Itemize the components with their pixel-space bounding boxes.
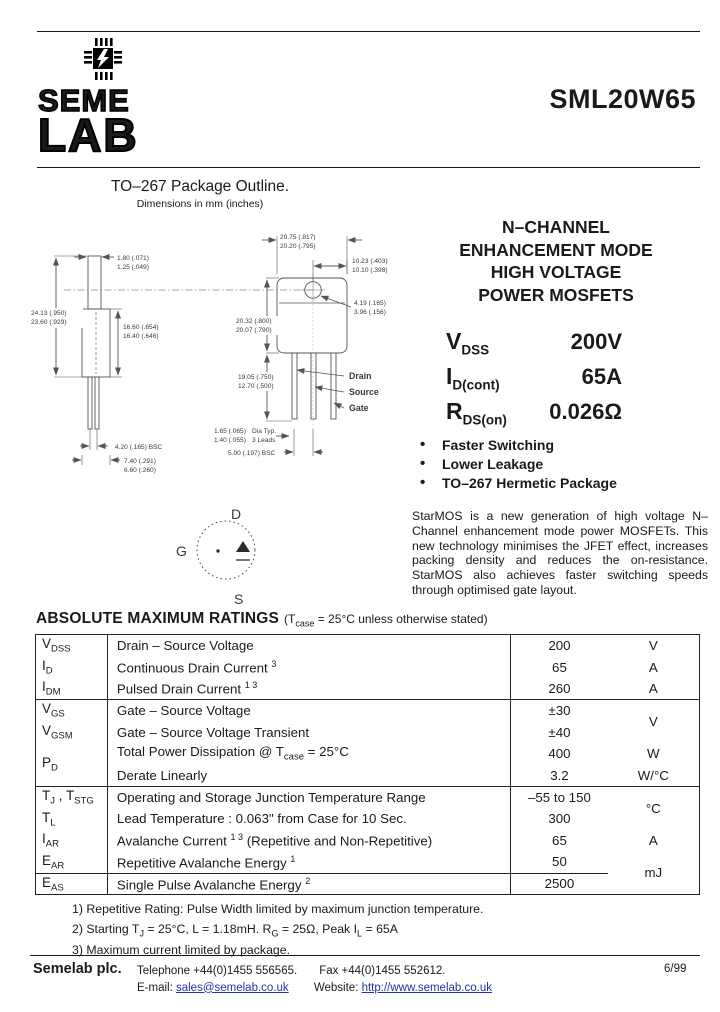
key-specs [446, 328, 622, 433]
parameter-cell: Gate – Source Voltage Transient [107, 721, 510, 743]
ratings-table [35, 634, 700, 895]
ratings-condition: ($T_{case} = 25^\circ C$ unless otherwise stated) [284, 612, 488, 629]
unit-cell: A [648, 659, 658, 675]
unit-cell: mJ [644, 865, 663, 881]
pin-diagram-source-label: S [234, 591, 244, 607]
pin-label-drain: Drain [349, 371, 372, 381]
symbol-cell: $I_{AR}$ [36, 830, 108, 852]
parameter-cell: Operating and Storage Junction Temperature Range [107, 786, 510, 808]
pin-diagram-drain-label: D [231, 506, 242, 522]
unit-cell: A [648, 833, 658, 849]
dim-lead-dia-l1: 1.65 (.065) [214, 428, 246, 435]
parameter-cell: Pulsed Drain Current $^{1 3}$ [107, 678, 510, 700]
parameter-cell: Continuous Drain Current $^3$ [107, 656, 510, 678]
bullet-icon: • [420, 474, 426, 491]
package-outline-subtitle: Dimensions in mm (inches) [136, 198, 264, 210]
footnote-3: 3) Maximum current limited by package. [72, 943, 291, 958]
table-row [36, 873, 700, 895]
footer-email-link[interactable]: sales@semelab.co.uk [175, 981, 289, 994]
parameter-cell: Avalanche Current $^{1 3}$ (Repetitive and Non-Repetitive) [107, 830, 510, 852]
dim-height-l1: 24.13 (.950) [31, 310, 67, 317]
unit-cell: W/°C [608, 765, 700, 787]
dim-pitch: 5.00 (.197) BSC [228, 450, 276, 457]
dim-hole-offset-l2: 10.10 (.398) [352, 267, 388, 274]
dim-tab-l2: 1.25 (.049) [117, 264, 149, 271]
logo-text-lab: LAB [38, 109, 139, 161]
feature-item [418, 474, 708, 493]
table-row [36, 678, 700, 700]
spec-row-vdss [446, 328, 622, 363]
value-cell: ±30 [548, 703, 571, 719]
footnote-2: 2) Starting $T_J = 25^\circ C$, L = 1.18mH. $R_G = 25\Omega$, Peak $I_L = 65A$ [72, 921, 398, 938]
table-row [36, 786, 700, 808]
dim-lead-dia-l1b: Dia Typ. [252, 428, 277, 435]
value-cell: ±40 [548, 724, 571, 740]
dim-lead-dia-l2: 1.40 (.055) [214, 437, 246, 444]
top-rule [37, 31, 700, 32]
feature-list [418, 436, 708, 493]
ratings-heading [36, 610, 488, 628]
footer-contact-line1 [137, 963, 492, 980]
dim-body-side-l1: 16.60 (.654) [123, 324, 159, 331]
parameter-cell: Single Pulse Avalanche Energy $^2$ [107, 873, 510, 895]
value-cell: 260 [511, 678, 608, 700]
value-cell: 65 [552, 833, 567, 849]
dim-width-side-l1: 7.40 (.291) [124, 458, 156, 465]
spec-row-id [446, 363, 622, 398]
dim-width-l2: 20.20 (.795) [280, 243, 316, 250]
parameter-cell: Total Power Dissipation @ $T_{case} = 25^\circ C$ [107, 743, 510, 765]
dim-width-l1: 20.75 (.817) [280, 234, 316, 241]
symbol-cell: $V_{GS}$ [36, 700, 108, 722]
footer-website-label: Website: [313, 981, 359, 994]
package-side-view [54, 256, 122, 465]
chip-logo-icon [82, 38, 124, 80]
parameter-cell: Derate Linearly [107, 765, 510, 787]
table-row [36, 656, 700, 678]
footnote-1: 1) Repetitive Rating: Pulse Width limited by maximum junction temperature. [72, 902, 484, 916]
symbol-cell: $I_{DM}$ [36, 678, 108, 700]
part-number: SML20W65 [549, 84, 696, 114]
table-row [36, 765, 700, 787]
package-outline-drawing [30, 224, 410, 616]
logo-text-seme: SEME [38, 83, 130, 118]
dim-hole-dia-l1: 4.19 (.165) [354, 300, 386, 307]
footer-date-code: 6/99 [664, 963, 687, 975]
feature-item [418, 455, 708, 474]
dim-hole-offset-l1: 10.23 (.403) [352, 258, 388, 265]
footer-website-link[interactable]: http://www.semelab.co.uk [361, 981, 492, 994]
pin-labels [349, 371, 379, 413]
value-cell: 50 [511, 851, 608, 873]
footer-company: Semelab plc. [33, 961, 122, 977]
value-cell: 300 [548, 811, 571, 827]
footer-contact-line2 [137, 980, 492, 997]
dim-height-l2: 23.60 (.929) [31, 319, 67, 326]
spec-value: 200V [570, 329, 622, 354]
feature-label: Lower Leakage [442, 456, 544, 472]
symbol-cell: $E_{AS}$ [36, 873, 108, 895]
pin-diagram [176, 506, 255, 607]
unit-cell: V [648, 714, 658, 729]
table-row [36, 808, 700, 830]
title-line: HIGH VOLTAGE [490, 262, 622, 282]
symbol-cell: $P_D$ [36, 743, 108, 786]
feature-label: Faster Switching [442, 437, 555, 453]
unit-cell: W [647, 746, 660, 762]
parameter-cell: Lead Temperature : 0.063" from Case for 10 Sec. [107, 808, 510, 830]
unit-cell: °C [645, 800, 661, 816]
symbol-cell: $I_D$ [36, 656, 108, 678]
dim-pitch-side: 4.20 (.165) BSC [115, 444, 163, 451]
table-row [36, 635, 700, 657]
symbol-cell: $V_{DSS}$ [36, 635, 108, 657]
value-cell: 2500 [544, 876, 575, 892]
parameter-cell: Gate – Source Voltage [107, 700, 510, 722]
table-row [36, 721, 700, 743]
device-type-title [405, 216, 707, 306]
dim-body-height-l2: 20.07 (.790) [236, 327, 272, 334]
pin-diagram-gate-label: G [176, 543, 187, 559]
dim-width-side-l2: 6.60 (.260) [124, 467, 156, 474]
value-cell: 200 [548, 638, 571, 654]
bullet-icon: • [420, 455, 426, 472]
title-line: N–CHANNEL [502, 217, 610, 237]
symbol-cell: $T_J$ , $T_{STG}$ [36, 786, 108, 808]
footnotes [72, 902, 483, 963]
dim-body-side-l2: 16.40 (.646) [123, 333, 159, 340]
dim-lead-dia-l2b: 3 Leads [252, 437, 276, 444]
dim-tab-l1: 1.80 (.071) [117, 255, 149, 262]
symbol-cell: $T_L$ [36, 808, 108, 830]
package-front-view [262, 236, 362, 456]
unit-cell: A [608, 678, 700, 700]
spec-row-rdson [446, 398, 622, 433]
table-row [36, 830, 700, 852]
value-cell: 65 [552, 659, 567, 675]
spec-value: 65A [581, 364, 622, 389]
spec-symbol: $I_{D(cont)}$ [446, 363, 500, 393]
header-rule [37, 167, 700, 168]
feature-item [418, 436, 708, 455]
front-view-dimensions [214, 234, 388, 457]
footer-fax: Fax +44(0)1455 552612. [319, 965, 446, 977]
spec-value: 0.026Ω [549, 399, 622, 424]
table-row [36, 743, 700, 765]
parameter-cell: Repetitive Avalanche Energy $^1$ [107, 851, 510, 873]
bullet-icon: • [420, 436, 426, 453]
dim-hole-dia-l2: 3.96 (.156) [354, 309, 386, 316]
footer-email-label: E-mail: [137, 981, 173, 994]
title-line: ENHANCEMENT MODE [459, 239, 653, 260]
footer-telephone: Telephone +44(0)1455 556565. [137, 965, 298, 977]
parameter-cell: Drain – Source Voltage [107, 635, 510, 657]
symbol-cell: $V_{GSM}$ [36, 721, 108, 743]
value-cell: 400 [548, 746, 571, 762]
dim-lead-len-l1: 19.05 (.750) [238, 374, 274, 381]
footer-rule [30, 955, 700, 956]
spec-symbol: $R_{DS(on)}$ [446, 398, 507, 428]
value-cell: –55 to 150 [528, 789, 591, 805]
table-row [36, 851, 700, 873]
dim-lead-len-l2: 12.70 (.500) [238, 383, 274, 390]
footer-contact [137, 963, 492, 996]
package-outline-title: TO–267 Package Outline. [110, 178, 290, 195]
pin-label-source: Source [349, 387, 379, 397]
pin-label-gate: Gate [349, 403, 369, 413]
table-row [36, 700, 700, 722]
dim-body-height-l1: 20.32 (.800) [236, 318, 272, 325]
symbol-cell: $E_{AR}$ [36, 851, 108, 873]
description-paragraph: StarMOS is a new generation of high voltage N–Channel enhancement mode power MOSFETs. This new technology minimises the JFET effect, increases packing density and reduces the on-resistance. StarMOS also achieves faster switching speeds through optimised gate layout. [412, 509, 708, 597]
title-line: POWER MOSFETS [478, 284, 634, 305]
ratings-heading-text: ABSOLUTE MAXIMUM RATINGS [36, 610, 280, 627]
unit-cell: V [648, 638, 658, 654]
spec-symbol: $V_{DSS}$ [446, 328, 490, 358]
semelab-logo [38, 38, 178, 161]
value-cell: 3.2 [511, 765, 608, 787]
feature-label: TO–267 Hermetic Package [442, 475, 617, 491]
